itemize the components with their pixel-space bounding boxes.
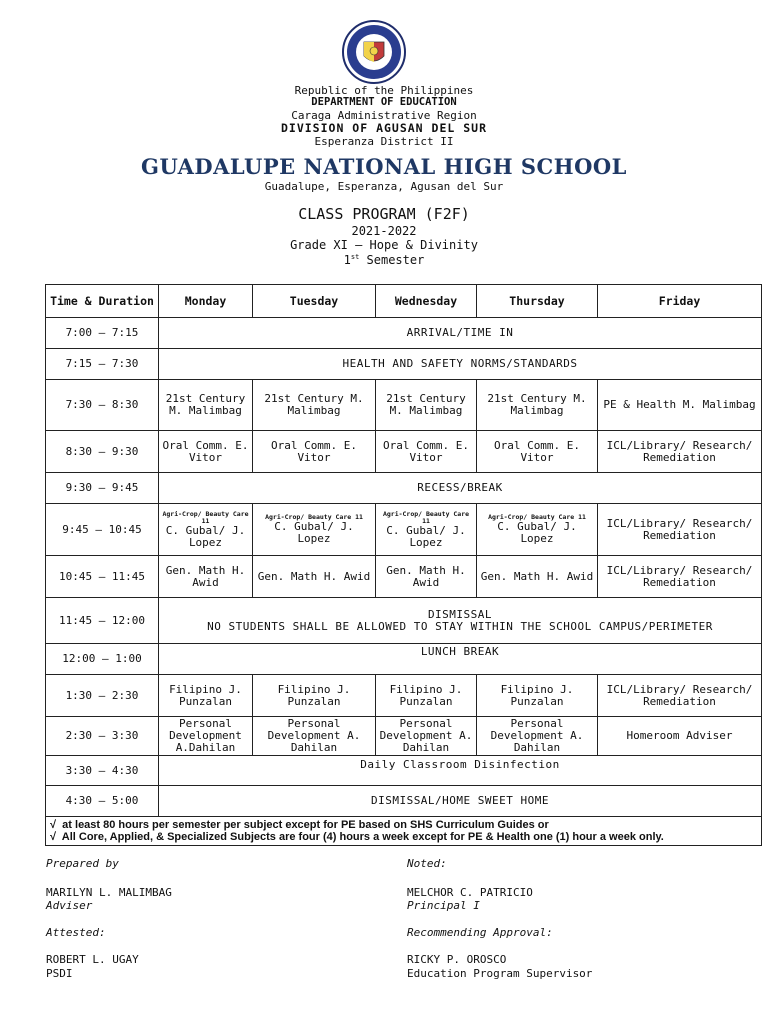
- subject-cell: PE & Health M. Malimbag: [598, 380, 762, 431]
- prepared-label: Prepared by: [46, 857, 119, 870]
- subject-small-label: Agri-Crop/ Beauty Care 11: [382, 509, 470, 525]
- note-item: √ All Core, Applied, & Specialized Subjects are four (4) hours a week except for PE & Health one (1) hour a week only.: [50, 831, 664, 843]
- table-row: [46, 556, 762, 598]
- activity-span-cell: RECESS/BREAK: [159, 473, 762, 504]
- time-cell: 3:30 – 4:30: [46, 756, 159, 786]
- attested-title: PSDI: [46, 967, 73, 980]
- activity-span-cell: [159, 598, 762, 644]
- time-cell: 9:45 – 10:45: [46, 504, 159, 556]
- time-cell: 8:30 – 9:30: [46, 431, 159, 473]
- time-cell: 7:15 – 7:30: [46, 349, 159, 380]
- program-title: CLASS PROGRAM (F2F): [298, 205, 470, 223]
- attested-label: Attested:: [46, 926, 106, 939]
- time-cell: 10:45 – 11:45: [46, 556, 159, 598]
- semester-line: 1st Semester: [343, 253, 425, 267]
- day-header: Monday: [159, 285, 253, 318]
- table-row: [46, 504, 762, 556]
- subject-cell: [253, 504, 376, 556]
- table-row: [46, 349, 762, 380]
- notes-cell: [46, 817, 762, 846]
- recommending-name: RICKY P. OROSCO: [407, 953, 507, 966]
- table-row: [46, 756, 762, 786]
- day-header: Tuesday: [253, 285, 376, 318]
- activity-span-cell: Daily Classroom Disinfection: [159, 756, 762, 786]
- subject-cell: Filipino J. Punzalan: [477, 675, 598, 717]
- day-header: Thursday: [477, 285, 598, 318]
- noted-name: MELCHOR C. PATRICIO: [407, 886, 533, 899]
- subject-small-label: Agri-Crop/ Beauty Care 11: [162, 509, 249, 525]
- table-row: [46, 473, 762, 504]
- subject-cell: Personal Development A.Dahilan: [159, 717, 253, 756]
- subject-cell: Gen. Math H. Awid: [477, 556, 598, 598]
- subject-cell: Oral Comm. E. Vitor: [477, 431, 598, 473]
- subject-cell: Personal Development A. Dahilan: [253, 717, 376, 756]
- time-column-header: Time & Duration: [46, 285, 159, 318]
- subject-cell: ICL/Library/ Research/ Remediation: [598, 431, 762, 473]
- subject-cell: Oral Comm. E. Vitor: [159, 431, 253, 473]
- teacher-label: C. Gubal/ J. Lopez: [497, 520, 577, 545]
- recommending-title: Education Program Supervisor: [407, 967, 593, 980]
- subject-cell: [477, 504, 598, 556]
- time-cell: 12:00 – 1:00: [46, 644, 159, 675]
- subject-cell: Personal Development A. Dahilan: [477, 717, 598, 756]
- district-line: Esperanza District II: [314, 135, 454, 148]
- time-cell: 9:30 – 9:45: [46, 473, 159, 504]
- subject-cell: 21st Century M. Malimbag: [376, 380, 477, 431]
- table-row: [46, 318, 762, 349]
- subject-cell: ICL/Library/ Research/ Remediation: [598, 675, 762, 717]
- region-line: Caraga Administrative Region: [291, 109, 477, 122]
- subject-cell: Filipino J. Punzalan: [253, 675, 376, 717]
- subject-cell: [376, 504, 477, 556]
- division-line: DIVISION OF AGUSAN DEL SUR: [280, 121, 487, 135]
- school-address: Guadalupe, Esperanza, Agusan del Sur: [264, 180, 504, 193]
- table-row: [46, 786, 762, 817]
- time-cell: 7:00 – 7:15: [46, 318, 159, 349]
- subject-cell: Filipino J. Punzalan: [159, 675, 253, 717]
- teacher-label: C. Gubal/ J. Lopez: [386, 523, 466, 549]
- activity-span-cell: ARRIVAL/TIME IN: [159, 318, 762, 349]
- school-year: 2021-2022: [351, 224, 417, 238]
- prepared-name: MARILYN L. MALIMBAG: [46, 886, 172, 899]
- check-icon: √: [50, 831, 57, 843]
- prepared-title: Adviser: [46, 899, 93, 912]
- note-item: √ at least 80 hours per semester per subject except for PE based on SHS Curriculum Guides or: [50, 819, 549, 831]
- subject-cell: ICL/Library/ Research/ Remediation: [598, 504, 762, 556]
- subject-cell: ICL/Library/ Research/ Remediation: [598, 556, 762, 598]
- dismissal-note: NO STUDENTS SHALL BE ALLOWED TO STAY WITHIN THE SCHOOL CAMPUS/PERIMETER: [207, 619, 713, 633]
- table-row: [46, 380, 762, 431]
- check-icon: √: [50, 819, 57, 831]
- subject-small-label: Agri-Crop/ Beauty Care 11: [488, 513, 586, 521]
- table-row: [46, 717, 762, 756]
- noted-title: Principal I: [407, 899, 480, 912]
- day-header: Friday: [598, 285, 762, 318]
- time-cell: 11:45 – 12:00: [46, 598, 159, 644]
- subject-cell: Gen. Math H. Awid: [253, 556, 376, 598]
- school-name: GUADALUPE NATIONAL HIGH SCHOOL: [141, 154, 627, 179]
- subject-cell: Personal Development A. Dahilan: [376, 717, 477, 756]
- day-header: Wednesday: [376, 285, 477, 318]
- subject-cell: [159, 504, 253, 556]
- deped-seal-logo: [334, 20, 414, 84]
- grade-section: Grade XI – Hope & Divinity: [290, 238, 478, 252]
- subject-cell: Oral Comm. E. Vitor: [376, 431, 477, 473]
- subject-cell: Gen. Math H. Awid: [376, 556, 477, 598]
- class-schedule-table: [45, 284, 762, 846]
- subject-cell: Homeroom Adviser: [598, 717, 762, 756]
- dismissal-label: DISMISSAL: [427, 607, 493, 621]
- time-cell: 2:30 – 3:30: [46, 717, 159, 756]
- table-header-row: [46, 285, 762, 318]
- teacher-label: C. Gubal/ J. Lopez: [274, 520, 354, 545]
- subject-cell: 21st Century M. Malimbag: [477, 380, 598, 431]
- activity-span-cell: LUNCH BREAK: [159, 644, 762, 675]
- subject-cell: Gen. Math H. Awid: [159, 556, 253, 598]
- noted-label: Noted:: [407, 857, 447, 870]
- subject-small-label: Agri-Crop/ Beauty Care 11: [265, 513, 363, 521]
- attested-name: ROBERT L. UGAY: [46, 953, 139, 966]
- time-cell: 7:30 – 8:30: [46, 380, 159, 431]
- activity-span-cell: DISMISSAL/HOME SWEET HOME: [159, 786, 762, 817]
- notes-row: [46, 817, 762, 846]
- subject-cell: 21st Century M. Malimbag: [159, 380, 253, 431]
- teacher-label: C. Gubal/ J. Lopez: [165, 523, 246, 549]
- time-cell: 1:30 – 2:30: [46, 675, 159, 717]
- department-line: DEPARTMENT OF EDUCATION: [311, 96, 457, 108]
- subject-cell: Filipino J. Punzalan: [376, 675, 477, 717]
- table-row: [46, 675, 762, 717]
- table-row: [46, 644, 762, 675]
- subject-cell: 21st Century M. Malimbag: [253, 380, 376, 431]
- time-cell: 4:30 – 5:00: [46, 786, 159, 817]
- republic-line: Republic of the Philippines: [294, 84, 474, 97]
- recommending-label: Recommending Approval:: [407, 926, 553, 939]
- table-row: [46, 431, 762, 473]
- activity-span-cell: HEALTH AND SAFETY NORMS/STANDARDS: [159, 349, 762, 380]
- table-row: [46, 598, 762, 644]
- subject-cell: Oral Comm. E. Vitor: [253, 431, 376, 473]
